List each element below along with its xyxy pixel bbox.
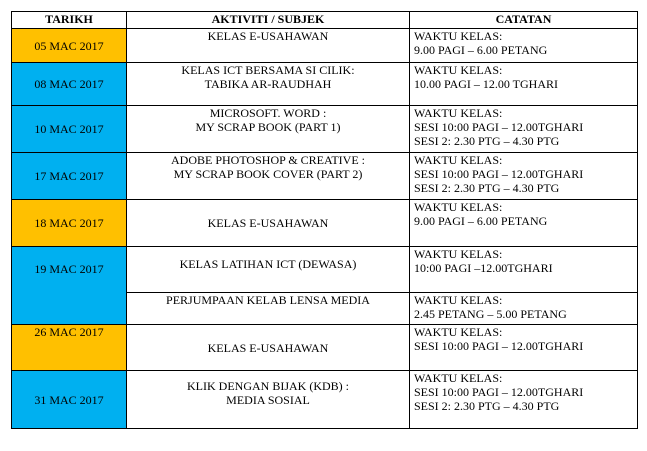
activity-line: KELAS E-USAHAWAN: [207, 216, 329, 230]
notes-line: WAKTU KELAS:: [414, 29, 503, 43]
notes-line: WAKTU KELAS:: [414, 371, 503, 385]
date-cell: 08 MAC 2017: [12, 63, 127, 106]
schedule-table: [11, 11, 638, 429]
notes-line: 2.45 PETANG – 5.00 PETANG: [414, 307, 567, 321]
table-row: [12, 153, 638, 200]
notes-line: SESI 10:00 PAGI – 12.00TGHARI: [414, 385, 584, 399]
table-row: [12, 106, 638, 153]
date-cell: 10 MAC 2017: [12, 106, 127, 153]
notes-line: WAKTU KELAS:: [414, 106, 503, 120]
notes-line: SESI 10:00 PAGI – 12.00TGHARI: [414, 167, 584, 181]
activity-cell: [127, 247, 410, 293]
notes-cell: [410, 153, 638, 200]
activity-cell: [127, 153, 410, 200]
notes-line: SESI 10:00 PAGI – 12.00TGHARI: [414, 120, 584, 134]
notes-line: WAKTU KELAS:: [414, 325, 503, 339]
activity-line: KELAS E-USAHAWAN: [207, 29, 329, 43]
activity-line: PERJUMPAAN KELAB LENSA MEDIA: [166, 293, 370, 307]
activity-cell: [127, 371, 410, 429]
table-row: [12, 63, 638, 106]
activity-line: ADOBE PHOTOSHOP & CREATIVE :: [170, 153, 365, 167]
notes-line: WAKTU KELAS:: [414, 153, 503, 167]
notes-cell: [410, 29, 638, 63]
header-row: [12, 12, 638, 29]
notes-cell: [410, 371, 638, 429]
notes-line: SESI 2: 2.30 PTG – 4.30 PTG: [414, 399, 560, 413]
activity-cell: [127, 293, 410, 325]
activity-line: MY SCRAP BOOK COVER (PART 2): [173, 167, 363, 181]
table-row: [12, 325, 638, 371]
activity-cell: [127, 29, 410, 63]
activity-line: MY SCRAP BOOK (PART 1): [195, 120, 341, 134]
activity-cell: [127, 325, 410, 371]
notes-line: WAKTU KELAS:: [414, 247, 503, 261]
notes-line: SESI 2: 2.30 PTG – 4.30 PTG: [414, 134, 560, 148]
notes-line: WAKTU KELAS:: [414, 63, 503, 77]
date-cell: 05 MAC 2017: [12, 29, 127, 63]
notes-cell: [410, 106, 638, 153]
activity-cell: [127, 63, 410, 106]
activity-line: KLIK DENGAN BIJAK (KDB) :: [187, 379, 349, 393]
activity-line: KELAS LATIHAN ICT (DEWASA): [179, 257, 357, 271]
activity-line: KELAS ICT BERSAMA SI CILIK:: [181, 63, 355, 77]
header-notes: CATATAN: [410, 12, 638, 29]
notes-cell: [410, 247, 638, 293]
date-cell: 31 MAC 2017: [12, 371, 127, 429]
notes-cell: [410, 63, 638, 106]
notes-line: SESI 2: 2.30 PTG – 4.30 PTG: [414, 181, 560, 195]
table-row: [12, 247, 638, 293]
date-cell: 17 MAC 2017: [12, 153, 127, 200]
table-row: [12, 29, 638, 63]
activity-cell: [127, 200, 410, 247]
notes-line: 10.00 PAGI – 12.00 TGHARI: [414, 77, 559, 91]
activity-line: TABIKA AR-RAUDHAH: [204, 77, 332, 91]
activity-line: KELAS E-USAHAWAN: [207, 340, 329, 355]
table-row: [12, 371, 638, 429]
table-row: [12, 200, 638, 247]
activity-cell: [127, 106, 410, 153]
notes-cell: [410, 200, 638, 247]
activity-line: MICROSOFT. WORD :: [209, 106, 327, 120]
date-cell: 18 MAC 2017: [12, 200, 127, 247]
notes-line: WAKTU KELAS:: [414, 200, 503, 214]
activity-line: MEDIA SOSIAL: [226, 393, 310, 407]
notes-line: 9.00 PAGI – 6.00 PETANG: [414, 43, 548, 57]
notes-line: SESI 10:00 PAGI – 12.00TGHARI: [414, 339, 584, 353]
header-activity: AKTIVITI / SUBJEK: [127, 12, 410, 29]
notes-line: 9.00 PAGI – 6.00 PETANG: [414, 214, 548, 228]
header-date: TARIKH: [12, 12, 127, 29]
notes-line: 10:00 PAGI –12.00TGHARI: [414, 261, 553, 275]
notes-cell: [410, 293, 638, 325]
notes-cell: [410, 325, 638, 371]
notes-line: WAKTU KELAS:: [414, 293, 503, 307]
date-cell: 19 MAC 2017: [12, 247, 127, 325]
date-cell: 26 MAC 2017: [12, 325, 127, 371]
